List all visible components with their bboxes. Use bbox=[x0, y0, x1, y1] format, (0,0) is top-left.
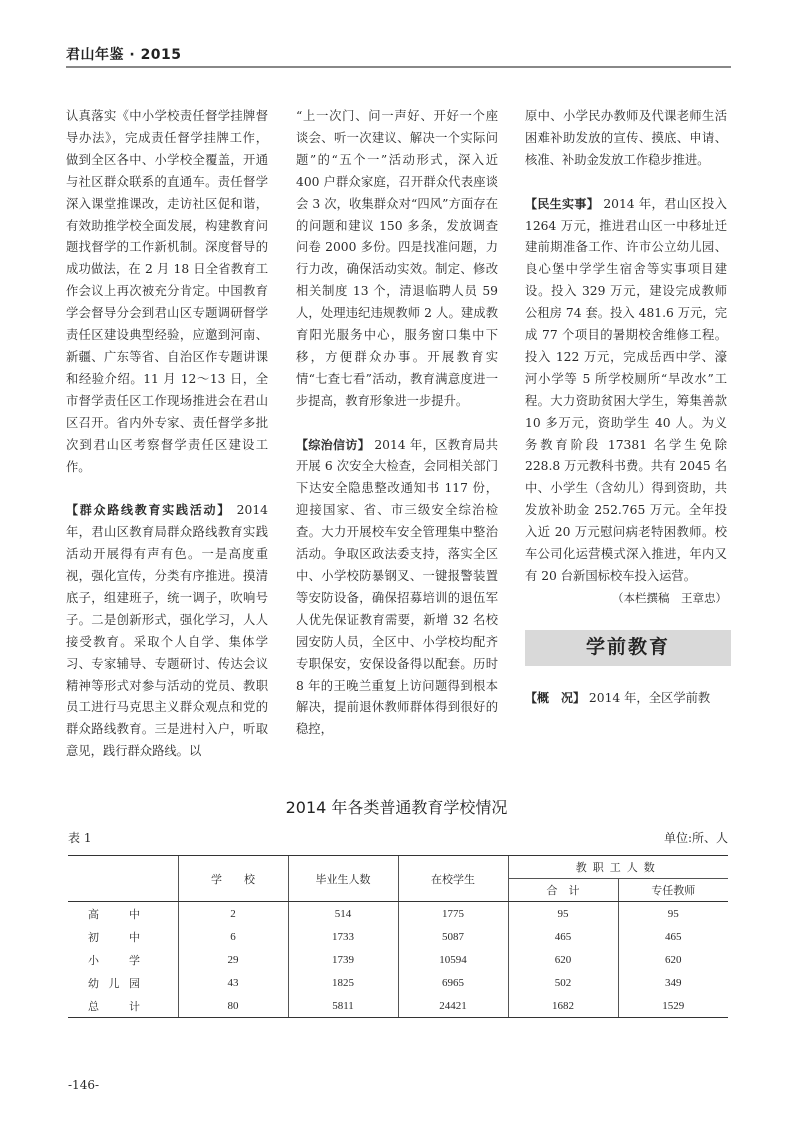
row-name bbox=[68, 971, 178, 994]
row-label: 高中 bbox=[88, 908, 140, 921]
paragraph-livelihood bbox=[525, 194, 727, 588]
text-column-1 bbox=[66, 106, 268, 763]
cell-schools: 80 bbox=[178, 994, 288, 1018]
cell-teachers: 465 bbox=[618, 925, 728, 948]
header-graduates: 毕业生人数 bbox=[288, 856, 398, 902]
header-staff-group: 教职工人数 bbox=[508, 856, 728, 879]
cell-enrolled: 24421 bbox=[398, 994, 508, 1018]
cell-graduates: 514 bbox=[288, 902, 398, 926]
cell-teachers: 95 bbox=[618, 902, 728, 926]
section-tag: 【概 况】 bbox=[525, 690, 586, 705]
cell-schools: 2 bbox=[178, 902, 288, 926]
text-column-3 bbox=[525, 106, 727, 710]
schools-table bbox=[68, 855, 728, 1018]
row-label: 小学 bbox=[88, 954, 140, 967]
table-label: 表 1 bbox=[68, 831, 92, 845]
table-row bbox=[68, 902, 728, 926]
paragraph-text: 2014 年，君山区投入 1264 万元，推进君山区一中移址迁建前期准备工作、许市公立幼儿园、良心堡中学学生宿舍等实事项目建设。投入 329 万元，建设完成教师公租房 74 套。投入 481.6 万元，完成 77 个项目的暑期校舍维修工程。投入 122 万元，完成岳西中学、濠河小学等 5 所学校厕所“旱改水”工程。大力资助贫困大学生，筹集善款 10 多万元，资助学生 40 人。为义务教育阶段 17381 名学生免除 228.8 万元教科书费。共有 2045 名中、小学生（含幼儿）得到资助，共发放补助金 252.765 万元。全年投入近 20 万元慰问病老特困教师。校车公司化运营模式深入推进，年内又有 20 台新国标校车投入运营。 bbox=[525, 196, 727, 584]
cell-graduates: 5811 bbox=[288, 994, 398, 1018]
header-staff-total: 合 计 bbox=[508, 879, 618, 902]
page-number: -146- bbox=[68, 1078, 100, 1092]
cell-teachers: 620 bbox=[618, 948, 728, 971]
table-row bbox=[68, 925, 728, 948]
paragraph-mass-line-cont: “上一次门、问一声好、开好一个座谈会、听一次建议、解决一个实际问题”的“五个一”活动形式，深入近 400 户群众家庭，召开群众代表座谈会 3 次，收集群众对“四风”方面存在的问题和建议 150 多条，发放调查问卷 2000 多份。四是找准问题，力行力改，确保活动实效。制定、修改相关制度 13 个，清退临聘人员 59 人，处理违纪违规教师 2 人。建成教育阳光服务中心，服务窗口集中下移，方便群众办事。开展教育实情“七查七看”活动，教育满意度进一步提高，教育形象进一步提升。 bbox=[296, 109, 498, 408]
cell-teachers: 1529 bbox=[618, 994, 728, 1018]
row-name bbox=[68, 994, 178, 1018]
paragraph-security bbox=[296, 435, 498, 742]
header-rule bbox=[66, 66, 731, 68]
paragraph-text: 2014 年，君山区教育局群众路线教育实践活动开展得有声有色。一是高度重视，强化宣传，分类有序推进。摸清底子，组建班子，统一调子，吹响号子。二是创新形式，强化学习，人人接受教育。采取个人自学、集体学习、专家辅导、专题研讨、传达会议精神等形式对参与活动的党员、教职员工进行马克思主义群众观点和党的群众路线教育。三是进村入户，听取意见，践行群众路线。以 bbox=[66, 503, 268, 759]
cell-staff-total: 502 bbox=[508, 971, 618, 994]
cell-teachers: 349 bbox=[618, 971, 728, 994]
running-head: 君山年鉴 · 2015 bbox=[66, 47, 182, 63]
text-column-2 bbox=[296, 106, 498, 741]
paragraph-text: 2014 年，区教育局共开展 6 次安全大检查，会同相关部门下达安全隐患整改通知书 117 份，迎接国家、省、市三级安全综治检查。大力开展校车安全管理集中整治活动。争取区政法委支持，落实全区中、小学校防暴钢叉、一键报警装置等安防设备，确保招募培训的退伍军人优先保证教育需要，新增 32 名校园安防人员，全区中、小学校均配齐专职保安，安保设备得以配套。历时 8 年的王晚兰重复上访问题得到根本解决，提前退休教师群体得到很好的稳控， bbox=[296, 437, 498, 737]
section-heading-preschool: 学前教育 bbox=[525, 630, 731, 666]
row-name bbox=[68, 948, 178, 971]
cell-enrolled: 6965 bbox=[398, 971, 508, 994]
table-title: 2014 年各类普通教育学校情况 bbox=[285, 798, 508, 817]
paragraph-subsidy: 原中、小学民办教师及代课老师生活困难补助发放的宣传、摸底、申请、核准、补助金发放工作稳步推进。 bbox=[525, 109, 727, 167]
cell-enrolled: 10594 bbox=[398, 948, 508, 971]
cell-staff-total: 620 bbox=[508, 948, 618, 971]
cell-schools: 43 bbox=[178, 971, 288, 994]
header-staff-teachers: 专任教师 bbox=[618, 879, 728, 902]
header-enrolled: 在校学生 bbox=[398, 856, 508, 902]
cell-staff-total: 465 bbox=[508, 925, 618, 948]
row-label: 总计 bbox=[88, 1000, 140, 1013]
table-row bbox=[68, 971, 728, 994]
paragraph-preschool-overview bbox=[525, 688, 727, 710]
paragraph-text: 2014 年，全区学前教 bbox=[585, 690, 711, 705]
row-name bbox=[68, 925, 178, 948]
row-label: 初中 bbox=[88, 931, 140, 944]
cell-staff-total: 95 bbox=[508, 902, 618, 926]
cell-graduates: 1733 bbox=[288, 925, 398, 948]
table-row bbox=[68, 994, 728, 1018]
cell-graduates: 1739 bbox=[288, 948, 398, 971]
author-credit: （本栏撰稿 王章忠） bbox=[612, 590, 727, 605]
cell-staff-total: 1682 bbox=[508, 994, 618, 1018]
cell-enrolled: 1775 bbox=[398, 902, 508, 926]
header-schools: 学 校 bbox=[178, 856, 288, 902]
cell-schools: 29 bbox=[178, 948, 288, 971]
cell-schools: 6 bbox=[178, 925, 288, 948]
paragraph-mass-line bbox=[66, 500, 268, 763]
table-row bbox=[68, 948, 728, 971]
cell-graduates: 1825 bbox=[288, 971, 398, 994]
header-blank bbox=[68, 856, 178, 902]
paragraph-supervision: 认真落实《中小学校责任督学挂牌督导办法》，完成责任督学挂牌工作，做到全区各中、小学校全覆盖，开通与社区群众联系的直通车。责任督学深入课堂推课改，走访社区促和谐，有效助推学校全面发展，构建教育问题找督学的工作新机制。深度督导的成功做法，在 2 月 18 日全省教育工作会议上再次被充分肯定。中国教育学会督导分会到君山区专题调研督学责任区建设典型经验，应邀到河南、新疆、广东等省、自治区作专题讲课和经验介绍。11 月 12～13 日，全市督学责任区工作现场推进会在君山区召开。省内外专家、责任督学多批次到君山区考察督学责任区建设工作。 bbox=[66, 109, 268, 474]
row-name bbox=[68, 902, 178, 926]
section-tag: 【群众路线教育实践活动】 bbox=[66, 503, 232, 518]
section-tag: 【民生实事】 bbox=[525, 196, 600, 211]
row-label: 幼儿园 bbox=[88, 977, 140, 990]
cell-enrolled: 5087 bbox=[398, 925, 508, 948]
section-tag: 【综治信访】 bbox=[296, 437, 371, 452]
table-unit: 单位:所、人 bbox=[663, 831, 728, 845]
